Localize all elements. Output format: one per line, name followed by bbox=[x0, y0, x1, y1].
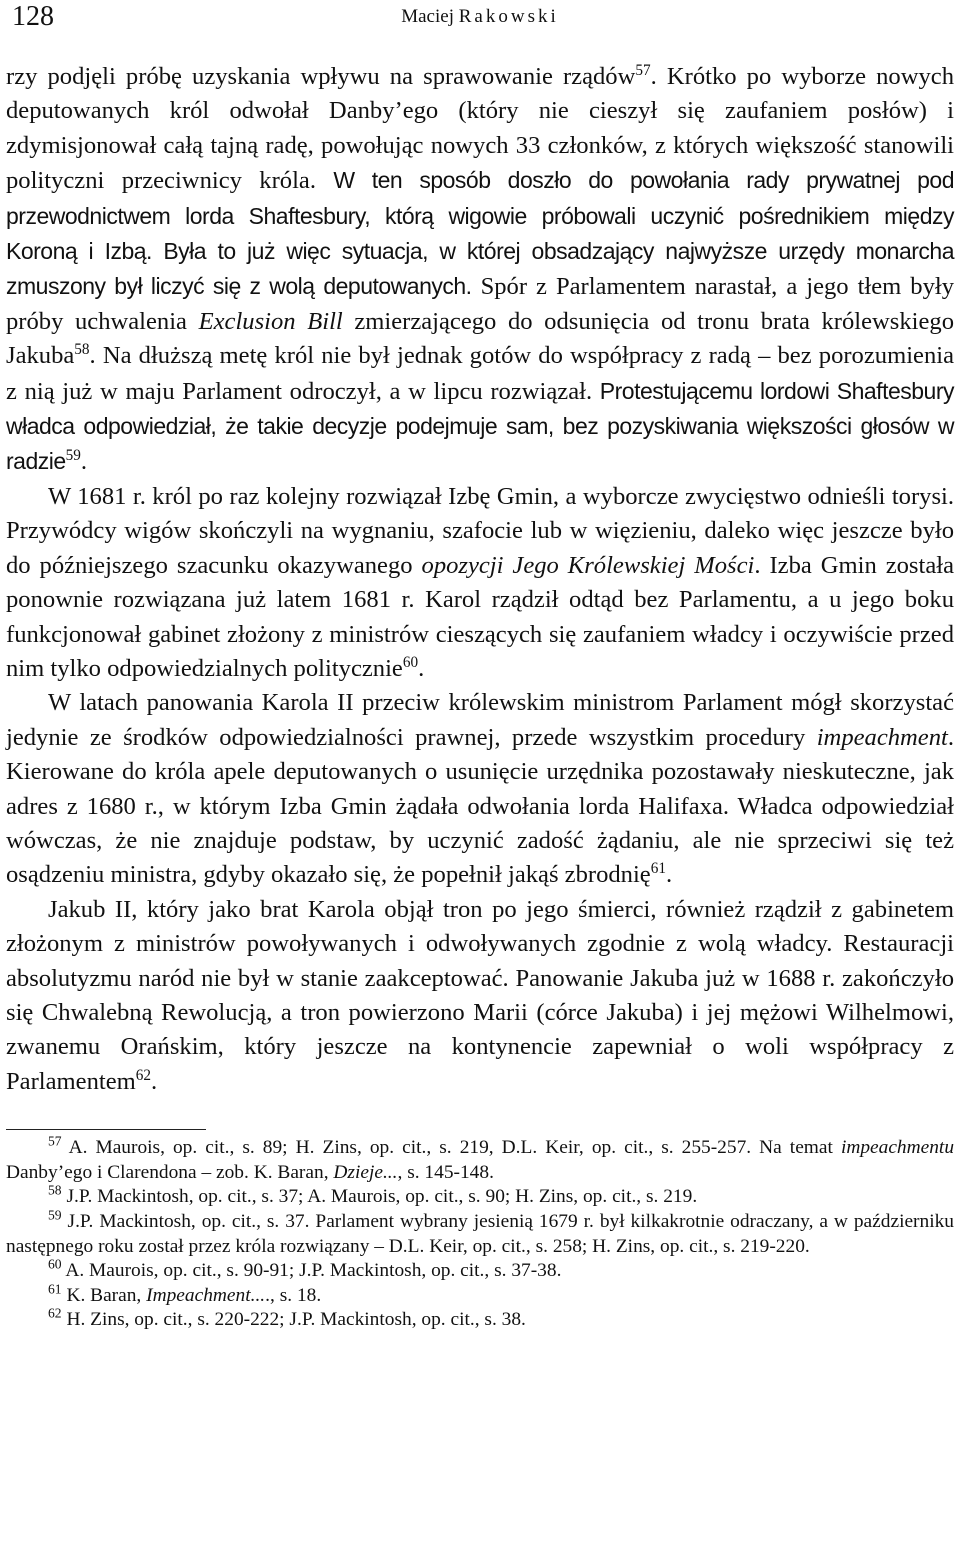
running-title bbox=[6, 6, 954, 28]
p2-italic-opposition: opozycji Jego Królewskiej Mości bbox=[421, 551, 755, 579]
footnote-text: , s. 145-148. bbox=[397, 1161, 494, 1183]
p2-text-4: . bbox=[418, 654, 425, 682]
p3-text-3: . bbox=[665, 861, 673, 889]
p1-italic-exclusion-bill: Exclusion Bill bbox=[198, 307, 343, 335]
footnote-61 bbox=[6, 1281, 954, 1309]
footnote-italic: impeachmentu bbox=[840, 1137, 955, 1159]
footnote-text: J.P. Mackintosh, op. cit., s. 37; A. Maurois, op. cit., s. 90; H. Zins, op. cit., s. 219. bbox=[66, 1186, 698, 1208]
footnote-59 bbox=[6, 1207, 954, 1259]
paragraph-4 bbox=[6, 893, 954, 1099]
p1-text-5: zmierzającego do odsunięcia od tronu brata królewskiego Jakuba bbox=[6, 307, 954, 370]
p1-text-4: Spór z Parlamentem narastał, a jego tłem były próby uchwalenia bbox=[6, 273, 955, 335]
footnote-italic: Impeachment... bbox=[146, 1284, 266, 1306]
page-number: 128 bbox=[12, 1, 54, 32]
paragraph-2 bbox=[6, 480, 954, 686]
footnote-58 bbox=[6, 1182, 954, 1210]
author-first-name: Maciej bbox=[401, 6, 454, 27]
footnote-italic: Dzieje... bbox=[333, 1161, 398, 1183]
footnote-text: A. Maurois, op. cit., s. 90-91; J.P. Mackintosh, op. cit., s. 37-38. bbox=[65, 1260, 562, 1282]
p1-text-7: Protestującemu lordowi Shaftesbury władca odpowiedział, że takie decyzje podejmuje sam, bez pozyskiwania większości głosów w radzie bbox=[6, 377, 954, 475]
footnote-ref-61: 61 bbox=[650, 860, 666, 878]
footnote-number: 57 bbox=[48, 1133, 62, 1149]
footnote-62 bbox=[6, 1305, 954, 1333]
footnote-number: 62 bbox=[48, 1305, 62, 1321]
footnote-text: Danby’ego i Clarendona – zob. K. Baran, bbox=[6, 1161, 329, 1183]
p1-text-2: . Krótko po wyborze nowych deputowanych król odwołał Danby’ego (który nie cieszył się zaufaniem posłów) i zdymisjonował całą tajną radę, powołując nowych 33 członków, z których większość stanowili polityczni przeciwnicy króla. bbox=[6, 63, 954, 195]
p2-text-1: W 1681 r. król po raz kolejny rozwiązał Izbę Gmin, a wyborcze zwycięstwo odnieśli torysi. bbox=[48, 482, 954, 510]
footnote-number: 58 bbox=[48, 1182, 62, 1198]
p4-text-1: Jakub II, który jako brat Karola objął tron po jego śmierci, również rządził z gabinetem złożonym z ministrów powoływanych i odwoływanych zgodnie z wolą władcy. Restauracji absolutyzmu naród nie był w stanie zaakceptować. Panowanie Jakuba już w 1688 r. zakończyło się Chwalebną Rewolucją, a tron powierzono Marii (córce Jakuba) i jej mężowi Wilhelmowi, zwanemu Orańskim, który jeszcze na kontynencie zapewniał o woli współpracy z Parlamentem bbox=[6, 895, 954, 1095]
p1-text-1: rzy podjęli próbę uzyskania wpływu na sprawowanie rządów bbox=[6, 63, 636, 90]
p4-text-2: . bbox=[151, 1067, 158, 1095]
footnote-text: K. Baran, bbox=[66, 1284, 142, 1306]
footnote-57 bbox=[6, 1133, 955, 1185]
footnote-separator bbox=[6, 1129, 206, 1130]
main-text bbox=[6, 60, 954, 1099]
p2-text-2: Przywódcy wigów skończyli na wygnaniu, szafocie lub w więzieniu, daleko więc jeszcze było do późniejszego szacunku okazywanego bbox=[6, 517, 954, 579]
author-last-name: Rakowski bbox=[458, 6, 559, 27]
paragraph-3 bbox=[6, 686, 954, 892]
p1-text-3: W ten sposób doszło do powołania rady prywatnej pod przewodnictwem lorda Shaftesbury, którą wigowie próbowali uczynić pośrednikiem między Koroną i Izbą. Była to już więc sytuacja, w której obsadzający najwyższe urzędy monarcha zmuszony był liczyć się z wolą deputowanych. bbox=[6, 167, 955, 300]
footnote-ref-57: 57 bbox=[635, 62, 651, 80]
p3-italic-impeachment: impeachment bbox=[816, 723, 948, 751]
footnote-number: 60 bbox=[48, 1256, 62, 1272]
p1-text-8: . bbox=[80, 448, 88, 476]
footnote-ref-60: 60 bbox=[402, 654, 419, 672]
footnotes bbox=[6, 1133, 955, 1333]
p2-text-3: . Izba Gmin została ponownie rozwiązana już latem 1681 r. Karol rządził odtąd bez Parlamentu, a u jego boku funkcjonował gabinet złożony z ministrów cieszących się zaufaniem władcy i oczywiście przed nim tylko odpowiedzialnych politycznie bbox=[6, 551, 954, 682]
footnote-text: A. Maurois, op. cit., s. 89; H. Zins, op. cit., s. 219, D.L. Keir, op. cit., s. 255-257. Na temat bbox=[68, 1137, 833, 1159]
footnote-number: 61 bbox=[48, 1281, 62, 1297]
paragraph-1 bbox=[6, 60, 954, 480]
p3-text-2: . Kierowane do króla apele deputowanych o usunięcie urzędnika pozostawały nieskuteczne, jak adres z 1680 r., w którym Izba Gmin żądała odwołania lorda Halifaxa. Władca odpowiedział wówczas, że nie znajduje podstaw, by uczynić zadość żądaniu, ale nie sprzeciwi się też osądzeniu ministra, gdyby okazało się, że popełnił jakąś zbrodnię bbox=[6, 723, 954, 889]
footnote-60 bbox=[6, 1256, 954, 1284]
footnote-ref-58: 58 bbox=[74, 341, 90, 359]
p3-text-1: W latach panowania Karola II przeciw królewskim ministrom Parlament mógł skorzystać jedynie ze środków odpowiedzialności prawnej, przede wszystkim procedury bbox=[6, 689, 954, 751]
running-head bbox=[6, 0, 954, 46]
footnote-ref-59: 59 bbox=[65, 447, 81, 465]
footnote-text: H. Zins, op. cit., s. 220-222; J.P. Mackintosh, op. cit., s. 38. bbox=[66, 1309, 526, 1331]
footnote-text: ., s. 18. bbox=[265, 1284, 322, 1306]
footnote-ref-62: 62 bbox=[135, 1066, 152, 1084]
footnote-text: J.P. Mackintosh, op. cit., s. 37. Parlament wybrany jesienią 1679 r. był kilkakrotnie odraczany, a w październiku następnego roku został przez króla rozwiązany – D.L. Keir, op. cit., s. 258; H. Zins, op. cit., s. 219-220. bbox=[6, 1210, 954, 1257]
p1-text-6: . Na dłuższą metę król nie był jednak gotów do współpracy z radą – bez porozumienia z nią już w maju Parlament odroczył, a w lipcu rozwiązał. bbox=[6, 342, 954, 405]
footnote-number: 59 bbox=[48, 1207, 62, 1223]
